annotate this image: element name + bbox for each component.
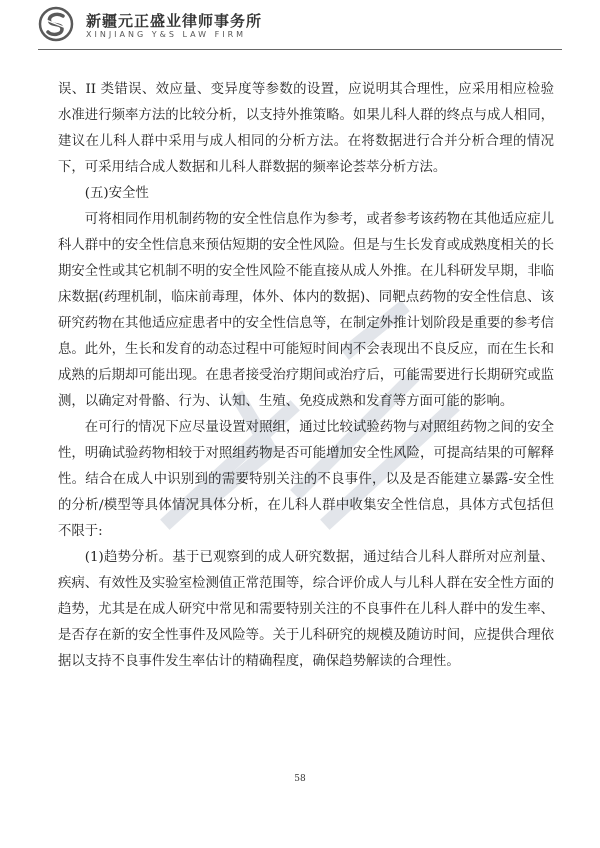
- law-firm-logo-icon: [38, 6, 74, 42]
- paragraph-3: 在可行的情况下应尽量设置对照组，通过比较试验药物与对照组药物之间的安全性，明确试验药物相较于对照组药物是否可能增加安全性风险，可提高结果的可解释性。结合在成人中识别到的需要特别关注的不良事件，以及是否能建立暴露-安全性的分析/模型等具体情况具体分析，在儿科人群中收集安全性信息，具体方式包括但不限于:: [58, 420, 554, 539]
- paragraph-4: (1)趋势分析。基于已观察到的成人研究数据，通过结合儿科人群所对应剂量、疾病、有效性及实验室检测值正常范围等，综合评价成人与儿科人群在安全性方面的趋势，尤其是在成人研究中常见和需要特别关注的不良事件在儿科人群中的发生率、是否存在新的安全性事件及风险等。关于儿科研究的规模及随访时间，应提供合理依据以支持不良事件发生率估计的精确程度，确保趋势解读的合理性。: [58, 550, 554, 669]
- document-body: [58, 77, 554, 675]
- page-number: 58: [294, 774, 306, 784]
- firm-name-cn: 新疆元正盛业律师事务所: [86, 12, 263, 30]
- section-heading: (五)安全性: [84, 186, 149, 201]
- firm-name-en: XINJIANG Y&S LAW FIRM: [86, 30, 247, 39]
- page-header: [38, 6, 562, 44]
- header-divider: [38, 49, 562, 50]
- paragraph-1: 误、II 类错误、效应量、变异度等参数的设置，应说明其合理性，应采用相应检验水准进行频率方法的比较分析，以支持外推策略。如果儿科人群的终点与成人相同，建议在儿科人群中采用与成人相同的分析方法。在将数据进行合并分析合理的情况下，可采用结合成人数据和儿科人群数据的频率论荟萃分析方法。: [58, 82, 554, 175]
- paragraph-2: 可将相同作用机制药物的安全性信息作为参考，或者参考该药物在其他适应症儿科人群中的安全性信息来预估短期的安全性风险。但是与生长发育或成熟度相关的长期安全性或其它机制不明的安全性风险不能直接从成人外推。在儿科研发早期，非临床数据(药理机制，临床前毒理，体外、体内的数据)、同靶点药物的安全性信息、该研究药物在其他适应症患者中的安全性信息等，在制定外推计划阶段是重要的参考信息。此外，生长和发育的动态过程中可能短时间内不会表现出不良反应，而在生长和成熟的后期却可能出现。在患者接受治疗期间或治疗后，可能需要进行长期研究或监测，以确定对骨骼、行为、认知、生殖、免疫成熟和发育等方面可能的影响。: [58, 212, 554, 409]
